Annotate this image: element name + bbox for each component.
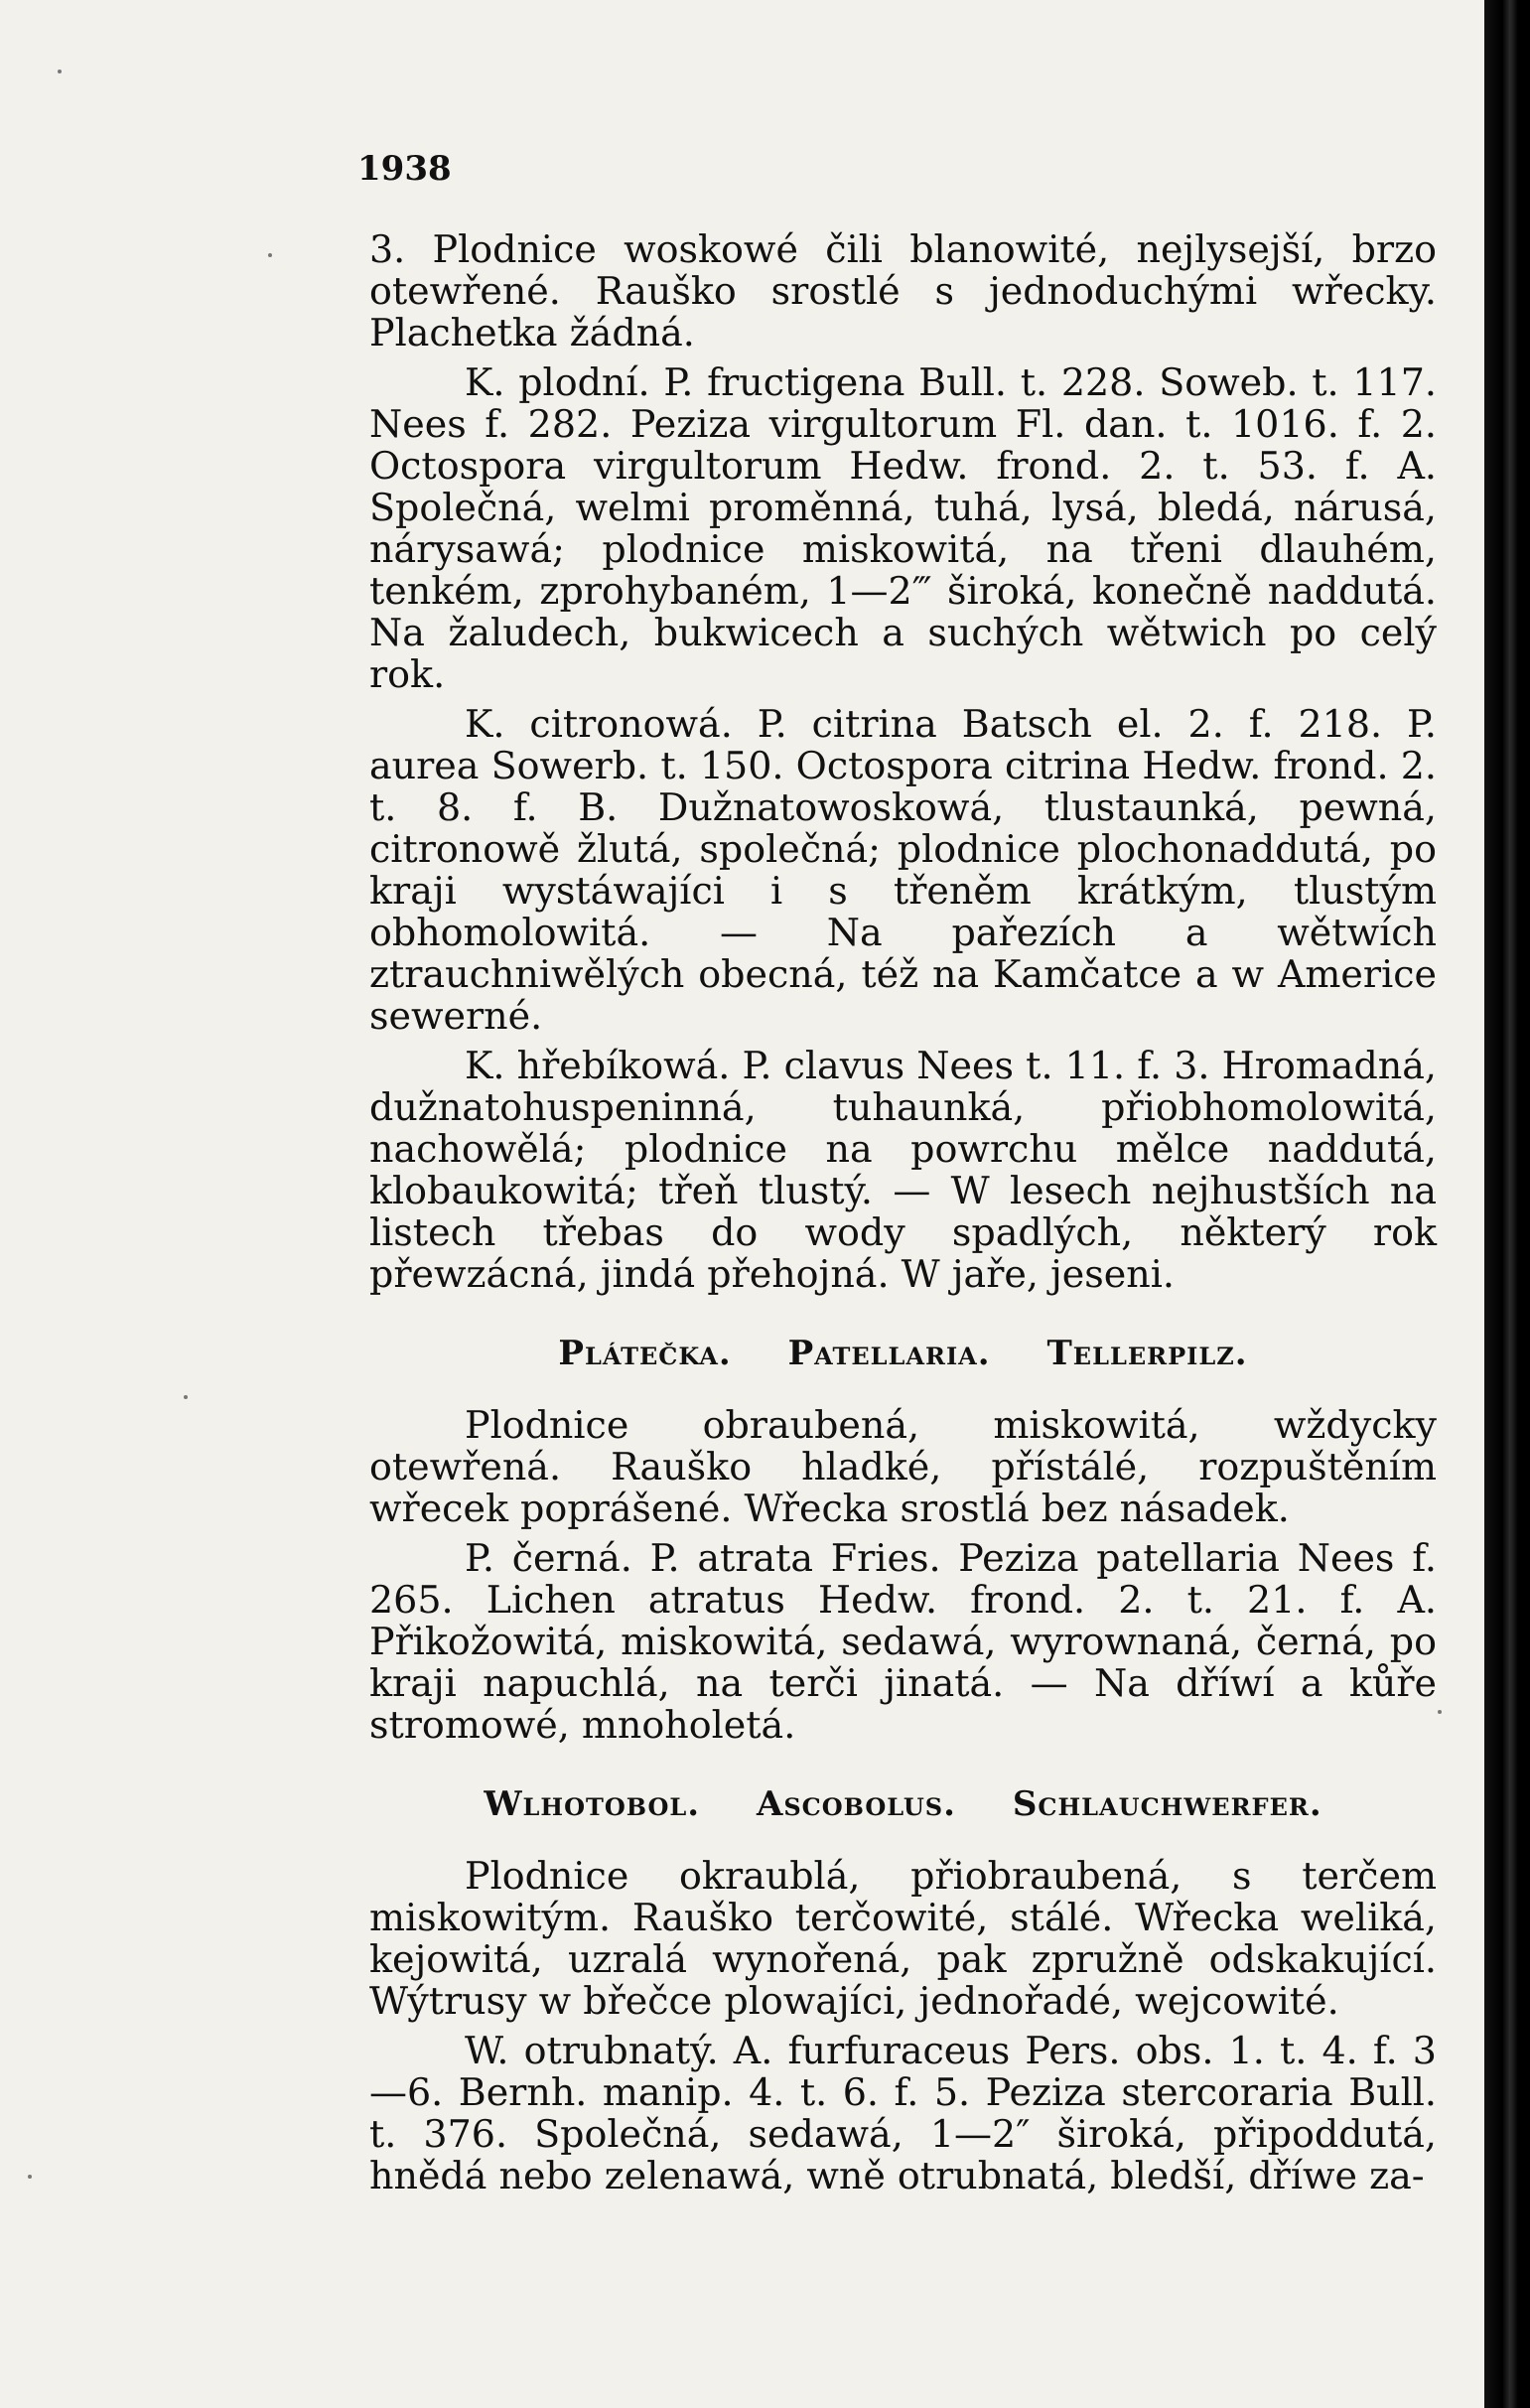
paragraph: Plodnice obraubená, miskowitá, wždycky otewřená. Rauško hladké, přístálé, rozpuštěním wřecek poprášené. Wřecka srostlá bez násadek. — [369, 1403, 1437, 1530]
paper-speck — [28, 2175, 32, 2179]
paragraph: K. hřebíkowá. P. clavus Nees t. 11. f. 3. Hromadná, dužnatohuspeninná, tuhaunká, přiobhomolowitá, nachowělá; plodnice na powrchu mělce naddutá, klobaukowitá; třeň tlustý. — W lesech nejhustších na listech třebas do wody spadlých, některý rok přewzácná, jindá přehojná. W jaře, jeseni. — [369, 1044, 1437, 1296]
paragraph: W. otrubnatý. A. furfuraceus Pers. obs. 1. t. 4. f. 3—6. Bernh. manip. 4. t. 6. f. 5. Peziza stercoraria Bull. t. 376. Společná, sedawá, 1—2″ široká, připoddutá, hnědá nebo zelenawá, wně otrubnatá, bledší, dříwe za- — [369, 2029, 1437, 2197]
paragraph: K. citronowá. P. citrina Batsch el. 2. f. 218. P. aurea Sowerb. t. 150. Octospora citrina Hedw. frond. 2. t. 8. f. B. Dužnatowoskowá, tlustaunká, pewná, citronowě žlutá, společná; plodnice plochonaddutá, po kraji wystáwajíci i s třeněm krátkým, tlustým obhomolowitá. — Na pařezích a wětwích ztrauchniwělých obecná, též na Kamčatce a w Americe sewerné. — [369, 702, 1437, 1038]
paragraph: Plodnice okraublá, přiobraubená, s terčem miskowitým. Rauško terčowité, stálé. Wřecka weliká, kejowitá, uzralá wynořená, pak zpružně odskakující. Wýtrusy w břečce plowajíci, jednořadé, wejcowité. — [369, 1854, 1437, 2023]
heading-latin: Ascobolus. — [756, 1784, 956, 1824]
paper-speck — [1438, 1710, 1442, 1714]
paper-speck — [184, 1395, 188, 1399]
section-heading-plateka — [369, 1333, 1437, 1374]
heading-czech: Wlhotobol. — [484, 1784, 701, 1824]
paper-speck — [58, 70, 62, 73]
heading-german: Tellerpilz. — [1046, 1334, 1248, 1373]
heading-latin: Patellaria. — [787, 1334, 991, 1373]
heading-czech: Plátečka. — [558, 1334, 732, 1373]
paragraph: P. černá. P. atrata Fries. Peziza patellaria Nees f. 265. Lichen atratus Hedw. frond. 2. t. 21. f. A. Přikožowitá, miskowitá, sedawá, wyrownaná, černá, po kraji napuchlá, na terči jinatá. — Na dříwí a kůře stromowé, mnoholetá. — [369, 1536, 1437, 1747]
scan-edge — [1484, 0, 1530, 2408]
heading-german: Schlauchwerfer. — [1012, 1784, 1322, 1824]
section-heading-wlhotobol — [369, 1783, 1437, 1825]
paragraph: 3. Plodnice woskowé čili blanowité, nejlysejší, brzo otewřené. Rauško srostlé s jednoduchými wřecky. Plachetka žádná. — [369, 227, 1437, 354]
page-number: 1938 — [357, 149, 452, 189]
page-text — [369, 228, 1437, 2204]
paragraph: K. plodní. P. fructigena Bull. t. 228. Soweb. t. 117. Nees f. 282. Peziza virgultorum Fl. dan. t. 1016. f. 2. Octospora virgultorum Hedw. frond. 2. t. 53. f. A. Společná, welmi proměnná, tuhá, lysá, bledá, nárusá, nárysawá; plodnice miskowitá, na třeni dlauhém, tenkém, zprohybaném, 1—2‴ široká, konečně naddutá. Na žaludech, bukwicech a suchých wětwich po celý rok. — [369, 360, 1437, 696]
paper-speck — [268, 253, 272, 257]
